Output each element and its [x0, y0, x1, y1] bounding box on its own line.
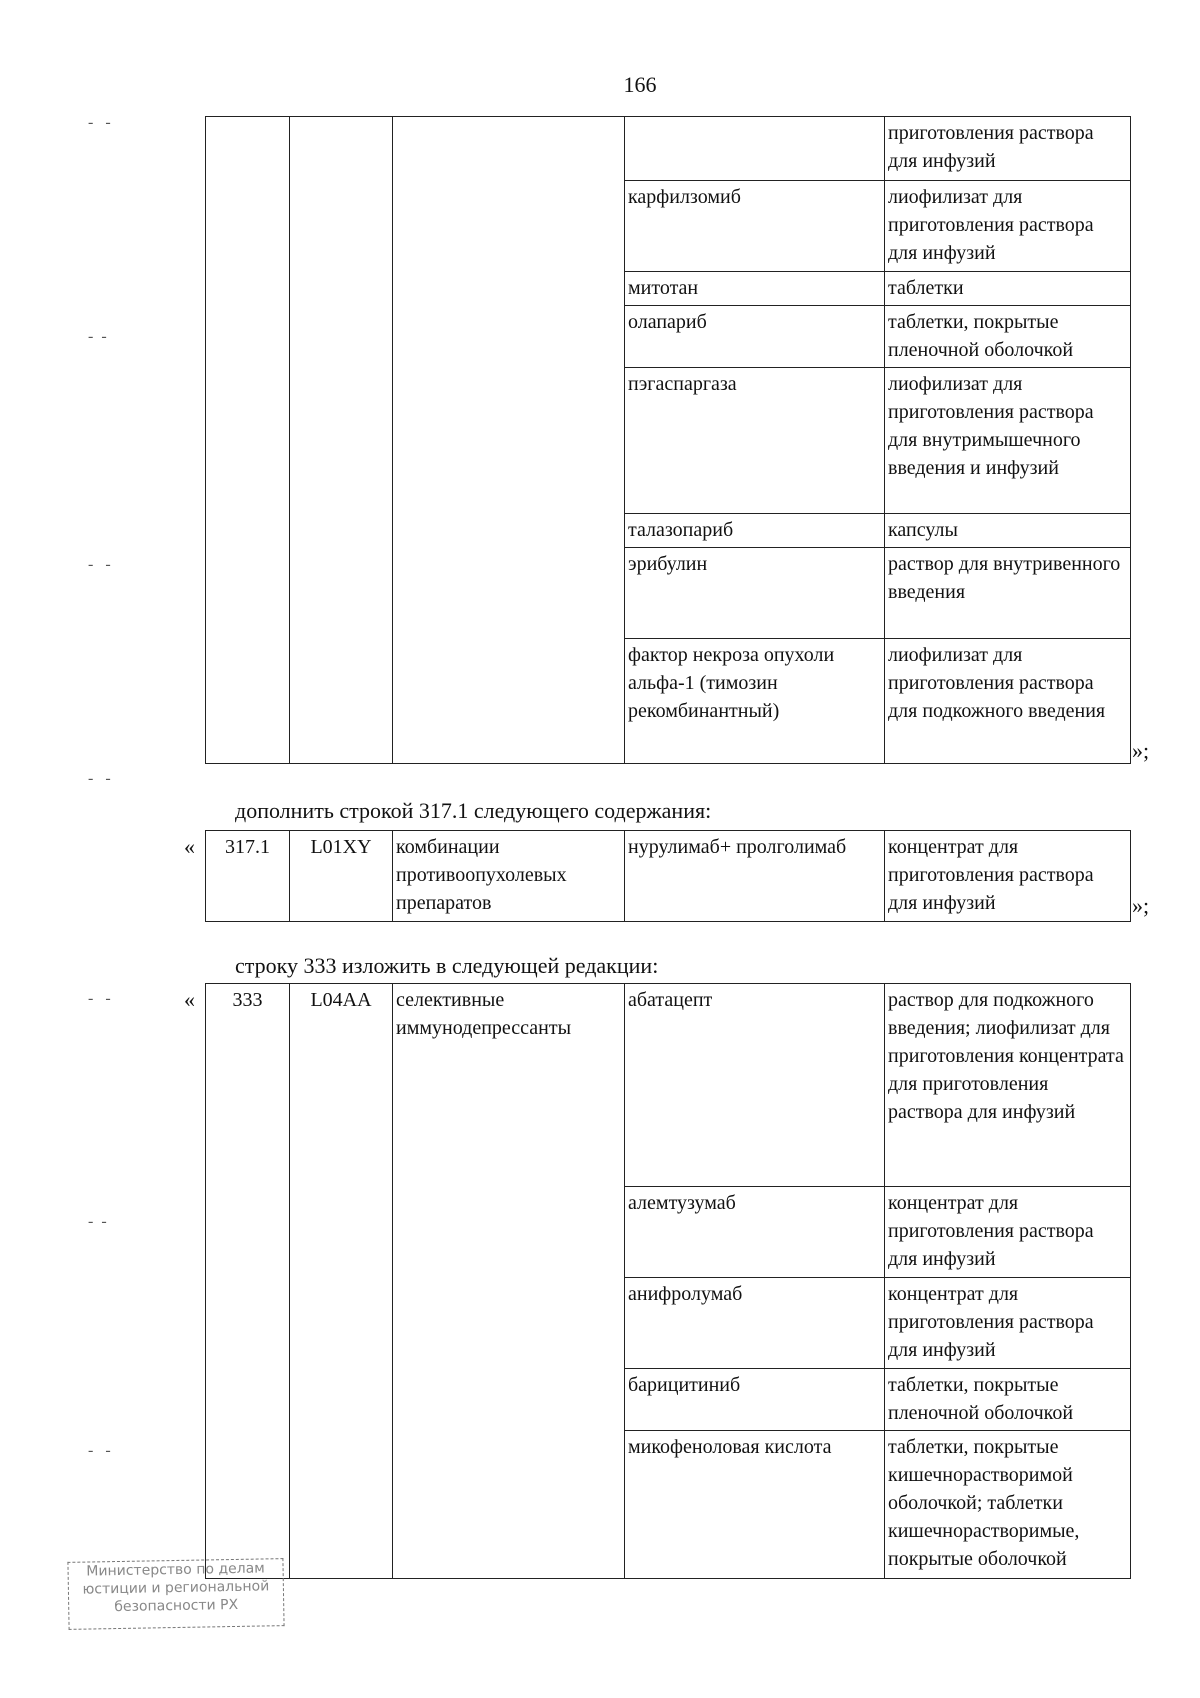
drug-name: фактор некроза опухоли альфа-1 (тимозин рекомбинантный)	[625, 639, 885, 764]
atc-code: L01XY	[290, 831, 393, 922]
dosage-form: лиофилизат для приготовления раствора для внутримышечного введения и инфузий	[885, 368, 1131, 514]
instruction-add-row: дополнить строкой 317.1 следующего содержания:	[235, 798, 712, 823]
row-number: 333	[206, 984, 290, 1579]
table-continuation	[205, 116, 1131, 764]
opening-quote: «	[184, 834, 195, 859]
drug-name: нурулимаб+ пролголимаб	[625, 831, 885, 922]
drug-name	[625, 117, 885, 181]
stamp-line: юстиции и региональной	[82, 1578, 270, 1598]
drug-name: олапариб	[625, 306, 885, 368]
page-number: 166	[623, 72, 657, 97]
closing-quote: »;	[1132, 738, 1150, 763]
cell-code	[290, 117, 393, 764]
scan-mark: - -	[88, 1213, 107, 1230]
row-number: 317.1	[206, 831, 290, 922]
cell-group	[393, 117, 625, 764]
drug-name: алемтузумаб	[625, 1187, 885, 1278]
drug-name: абатацепт	[625, 984, 885, 1187]
drug-name: микофеноловая кислота	[625, 1431, 885, 1579]
dosage-form: капсулы	[885, 514, 1131, 548]
drug-group: комбинации противоопухолевых препаратов	[393, 831, 625, 922]
dosage-form: таблетки, покрытые пленочной оболочкой	[885, 306, 1131, 368]
dosage-form: таблетки	[885, 272, 1131, 306]
dosage-form: раствор для подкожного введения; лиофилизат для приготовления концентрата для приготовления раствора для инфузий	[885, 984, 1131, 1187]
dosage-form: таблетки, покрытые кишечнорастворимой оболочкой; таблетки кишечнорастворимые, покрытые оболочкой	[885, 1431, 1131, 1579]
opening-quote: «	[184, 987, 195, 1012]
dosage-form: таблетки, покрытые пленочной оболочкой	[885, 1369, 1131, 1431]
dosage-form: концентрат для приготовления раствора для инфузий	[885, 1278, 1131, 1369]
scan-mark: - -	[88, 556, 111, 573]
table-row	[206, 984, 1131, 1187]
scan-mark: - -	[88, 328, 107, 345]
cell-num	[206, 117, 290, 764]
dosage-form: лиофилизат для приготовления раствора для подкожного введения	[885, 639, 1131, 764]
scan-mark: - -	[88, 990, 111, 1007]
drug-name: эрибулин	[625, 548, 885, 639]
table-row-333	[205, 983, 1131, 1579]
scan-mark: - -	[88, 1442, 111, 1459]
drug-name: барицитиниб	[625, 1369, 885, 1431]
drug-name: митотан	[625, 272, 885, 306]
dosage-form: концентрат для приготовления раствора для инфузий	[885, 831, 1131, 922]
scan-mark: - -	[88, 114, 111, 131]
stamp-line: Министерство по делам	[86, 1560, 265, 1580]
drug-group: селективные иммунодепрессанты	[393, 984, 625, 1579]
dosage-form: концентрат для приготовления раствора для инфузий	[885, 1187, 1131, 1278]
registration-stamp	[67, 1558, 284, 1630]
drug-name: пэгаспаргаза	[625, 368, 885, 514]
stamp-line: безопасности РХ	[114, 1596, 239, 1616]
dosage-form: приготовления раствора для инфузий	[885, 117, 1131, 181]
dosage-form: раствор для внутривенного введения	[885, 548, 1131, 639]
closing-quote: »;	[1132, 893, 1150, 918]
instruction-edit-row: строку 333 изложить в следующей редакции:	[235, 953, 659, 978]
table-row	[206, 831, 1131, 922]
scan-mark: - -	[88, 770, 111, 787]
table-row	[206, 117, 1131, 181]
drug-name: талазопариб	[625, 514, 885, 548]
table-row-317-1	[205, 830, 1131, 922]
drug-name: карфилзомиб	[625, 181, 885, 272]
dosage-form: лиофилизат для приготовления раствора для инфузий	[885, 181, 1131, 272]
atc-code: L04AA	[290, 984, 393, 1579]
drug-name: анифролумаб	[625, 1278, 885, 1369]
